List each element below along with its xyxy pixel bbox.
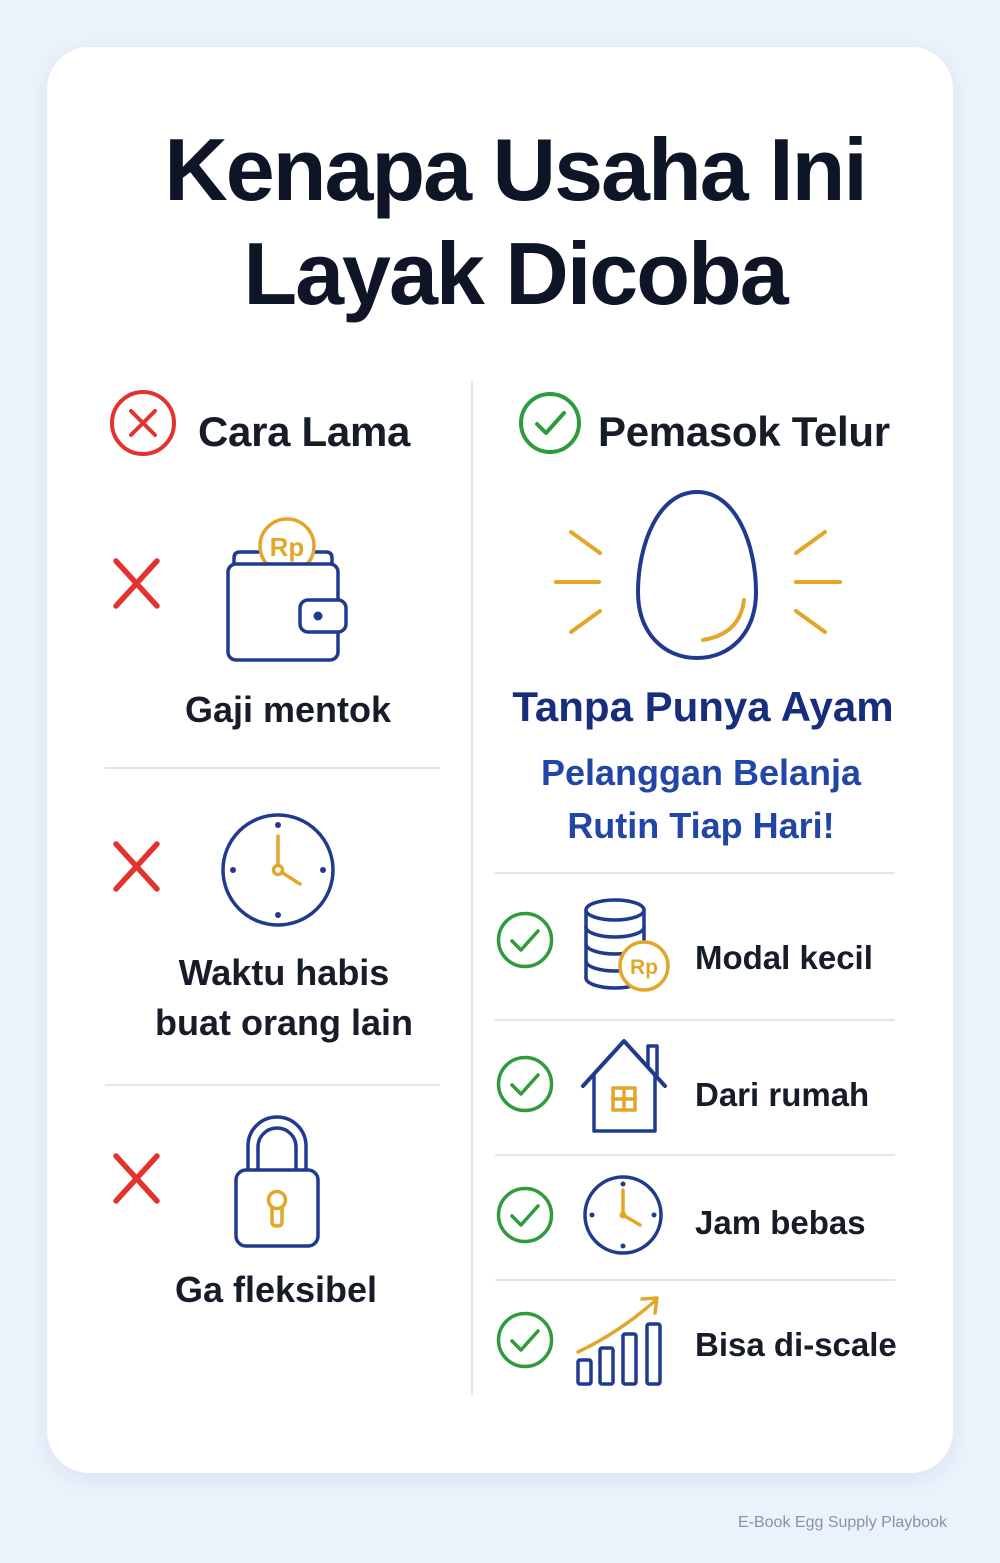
title-line-2: Layak Dicoba [243,224,787,323]
right-column-header: Pemasok Telur [598,408,890,455]
wallet-clasp [300,600,346,632]
right-item-label-scale: Bisa di-scale [695,1326,897,1363]
row-divider [495,1279,895,1281]
right-item-label-jam: Jam bebas [695,1204,866,1241]
check-circle-icon [495,1054,555,1114]
clock-icon [218,810,338,930]
x-mark-strokes [116,1156,157,1201]
growth-arrow-line [578,1300,656,1352]
hero-headline: Tanpa Punya Ayam [512,683,894,730]
x-mark-strokes [116,844,157,889]
column-divider [471,380,473,1395]
label-line: Waktu habis [178,952,390,993]
x-mark-strokes [116,561,157,606]
check-mark [537,413,564,433]
shine-rays-right [796,532,840,632]
check-circle-icon [495,910,555,970]
chart-bar [647,1324,660,1384]
x-mark-icon [110,838,164,896]
title-line-1: Kenapa Usaha Ini [164,120,866,219]
label-line: buat orang lain [154,1002,413,1043]
clock-center [620,1212,627,1219]
left-item-label-gaji [138,689,438,730]
clock-tick-3 [320,867,326,873]
footer-credit: E-Book Egg Supply Playbook [737,1514,947,1531]
label-line: Ga fleksibel [174,1269,378,1310]
clock-tick-3 [652,1213,657,1218]
wallet-clasp-dot [314,612,323,621]
clock-tick-9 [230,867,236,873]
check-circle-icon [495,1185,555,1245]
clock-hands [623,1190,640,1225]
left-item-label-waktu [134,948,434,1048]
clock-tick-6 [621,1244,626,1249]
clock-hands [278,836,300,884]
x-circle-icon [106,386,180,460]
left-column-header: Cara Lama [198,408,411,455]
check-circle-ring [521,394,579,452]
x-circle-cross [131,411,155,435]
row-divider [105,767,440,769]
shine-rays-left [556,532,600,632]
check-circle-icon [495,1310,555,1370]
check-circle-ring [499,1314,552,1367]
clock-tick-12 [275,822,281,828]
row-divider [105,1084,440,1086]
row-divider [495,1019,895,1021]
padlock-shackle-inner [258,1128,296,1172]
right-item-label-rumah: Dari rumah [695,1076,870,1113]
check-circle-ring [499,1058,552,1111]
x-mark-icon [110,555,164,613]
egg-icon [545,485,850,665]
coin-label: Rp [269,532,305,562]
chart-bar [600,1348,613,1384]
hero-subline [501,746,901,852]
clock-tick-9 [590,1213,595,1218]
clock-center [274,866,283,875]
wallet-icon [222,512,352,666]
coin-label: Rp [630,956,658,979]
check-mark [512,931,538,950]
check-mark [512,1331,538,1350]
coin-stack-icon [578,892,676,998]
subline-line: Pelanggan Belanja [540,752,862,793]
row-divider [495,872,895,874]
padlock-icon [230,1112,324,1252]
chart-bar [623,1334,636,1384]
right-item-label-modal: Modal kecil [695,939,873,976]
clock-tick-12 [621,1182,626,1187]
page-title [115,118,915,326]
left-item-label-fleksibel [126,1269,426,1310]
house-icon [576,1034,674,1138]
row-divider [495,1154,895,1156]
egg-shell [638,492,756,658]
house-window-cross [613,1088,635,1110]
check-circle-ring [499,914,552,967]
subline-line: Rutin Tiap Hari! [567,805,835,846]
chart-bar [578,1360,591,1384]
check-circle-ring [499,1189,552,1242]
check-mark [512,1206,538,1225]
check-mark [512,1075,538,1094]
x-mark-icon [110,1150,164,1208]
clock-tick-6 [275,912,281,918]
stack-top [586,900,644,920]
clock-icon [582,1174,664,1256]
label-line: Gaji mentok [184,689,392,730]
check-circle-icon [513,386,587,460]
growth-chart-icon [572,1290,668,1390]
